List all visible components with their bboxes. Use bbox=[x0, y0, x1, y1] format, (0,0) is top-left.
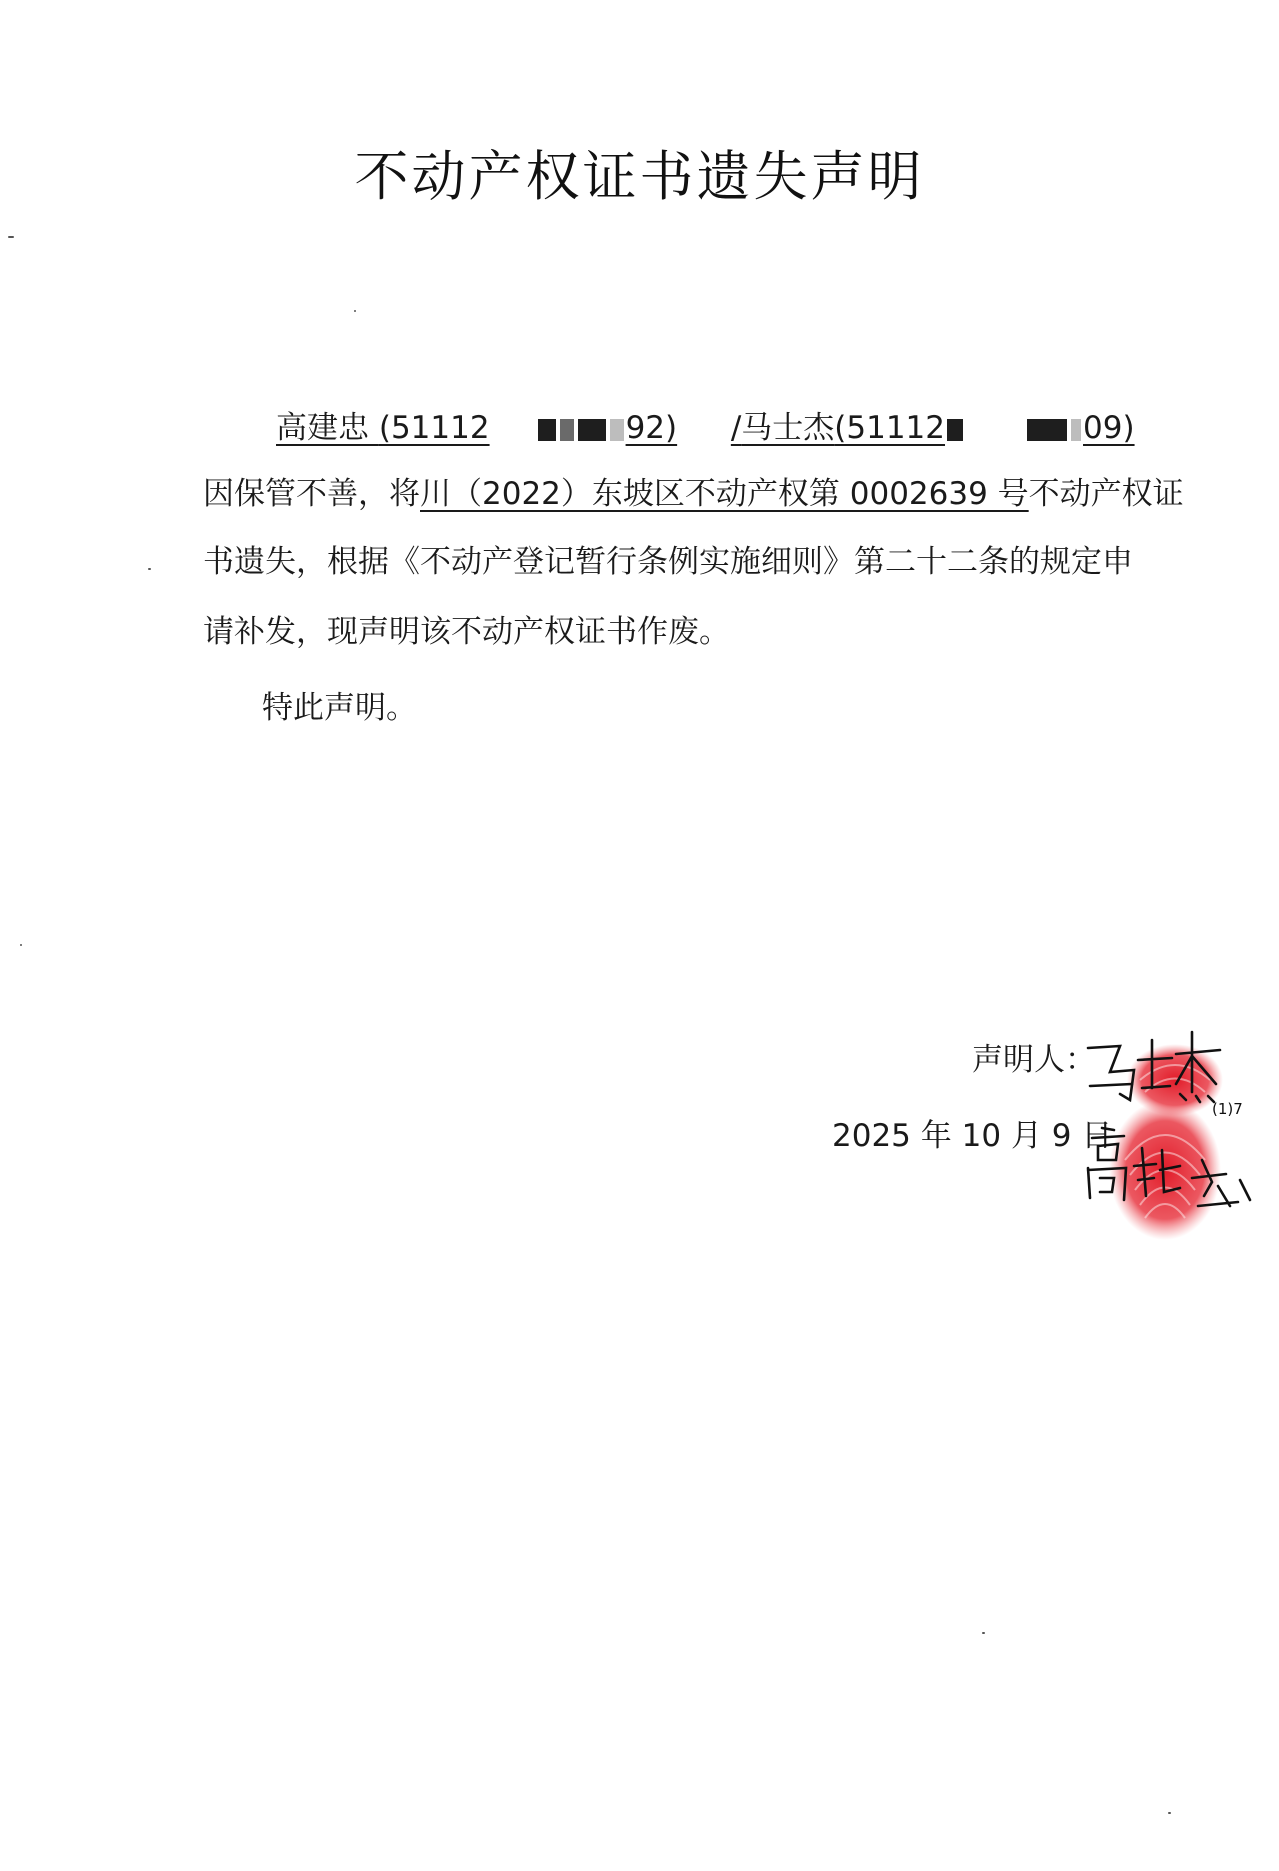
redaction-block bbox=[610, 419, 624, 441]
declarant-1-name: 高建忠 bbox=[276, 410, 369, 446]
scan-speck bbox=[20, 944, 22, 946]
scan-speck bbox=[1168, 1812, 1171, 1814]
declarant-2-name: 马士杰 bbox=[741, 410, 835, 446]
redaction-block bbox=[560, 419, 574, 441]
redaction-block bbox=[1027, 419, 1067, 441]
redaction-block bbox=[578, 419, 606, 441]
scan-speck bbox=[148, 568, 151, 570]
scan-speck bbox=[982, 1632, 985, 1634]
signature-note: (1)7 bbox=[1212, 1100, 1243, 1118]
date-year: 2025 bbox=[832, 1118, 911, 1154]
date-month-unit: 月 bbox=[1010, 1118, 1042, 1154]
redaction-block bbox=[1071, 419, 1081, 441]
body-text: 不动产权证 bbox=[1028, 476, 1184, 512]
signature-with-fingerprint bbox=[1080, 1010, 1260, 1260]
body-line-2: 书遗失，根据《不动产登记暂行条例实施细则》第二十二条的规定申 bbox=[203, 544, 1133, 580]
declarant-1 bbox=[248, 410, 697, 446]
declarant-2 bbox=[731, 410, 1135, 446]
body-text: 因保管不善，将 bbox=[203, 476, 420, 512]
document-title: 不动产权证书遗失声明 bbox=[354, 145, 925, 208]
date-month: 10 bbox=[961, 1118, 1002, 1154]
certificate-number: 川（2022）东坡区不动产权第 0002639 号 bbox=[420, 476, 1029, 512]
date-year-unit: 年 bbox=[920, 1118, 952, 1154]
redaction-block bbox=[538, 419, 556, 441]
body-line-3: 请补发，现声明该不动产权证书作废。 bbox=[203, 614, 730, 650]
declarant-2-id-prefix: (51112 bbox=[834, 410, 946, 446]
body-line-1 bbox=[203, 468, 1184, 513]
separator: / bbox=[730, 410, 742, 446]
declarant-1-id-prefix: (51112 bbox=[378, 410, 490, 446]
declarant-label: 声明人： bbox=[972, 1042, 1096, 1078]
date-day: 9 bbox=[1051, 1118, 1072, 1154]
declarant-1-id-suffix: 92) bbox=[625, 410, 678, 446]
closing-statement: 特此声明。 bbox=[262, 690, 417, 726]
declaration-date bbox=[832, 1110, 1112, 1155]
scan-speck bbox=[8, 236, 14, 238]
redaction-block bbox=[947, 419, 963, 441]
declarant-2-id-suffix: 09) bbox=[1083, 410, 1135, 446]
date-day-unit: 日 bbox=[1081, 1118, 1113, 1154]
scan-speck bbox=[354, 310, 356, 312]
declarants-line bbox=[248, 402, 1135, 447]
